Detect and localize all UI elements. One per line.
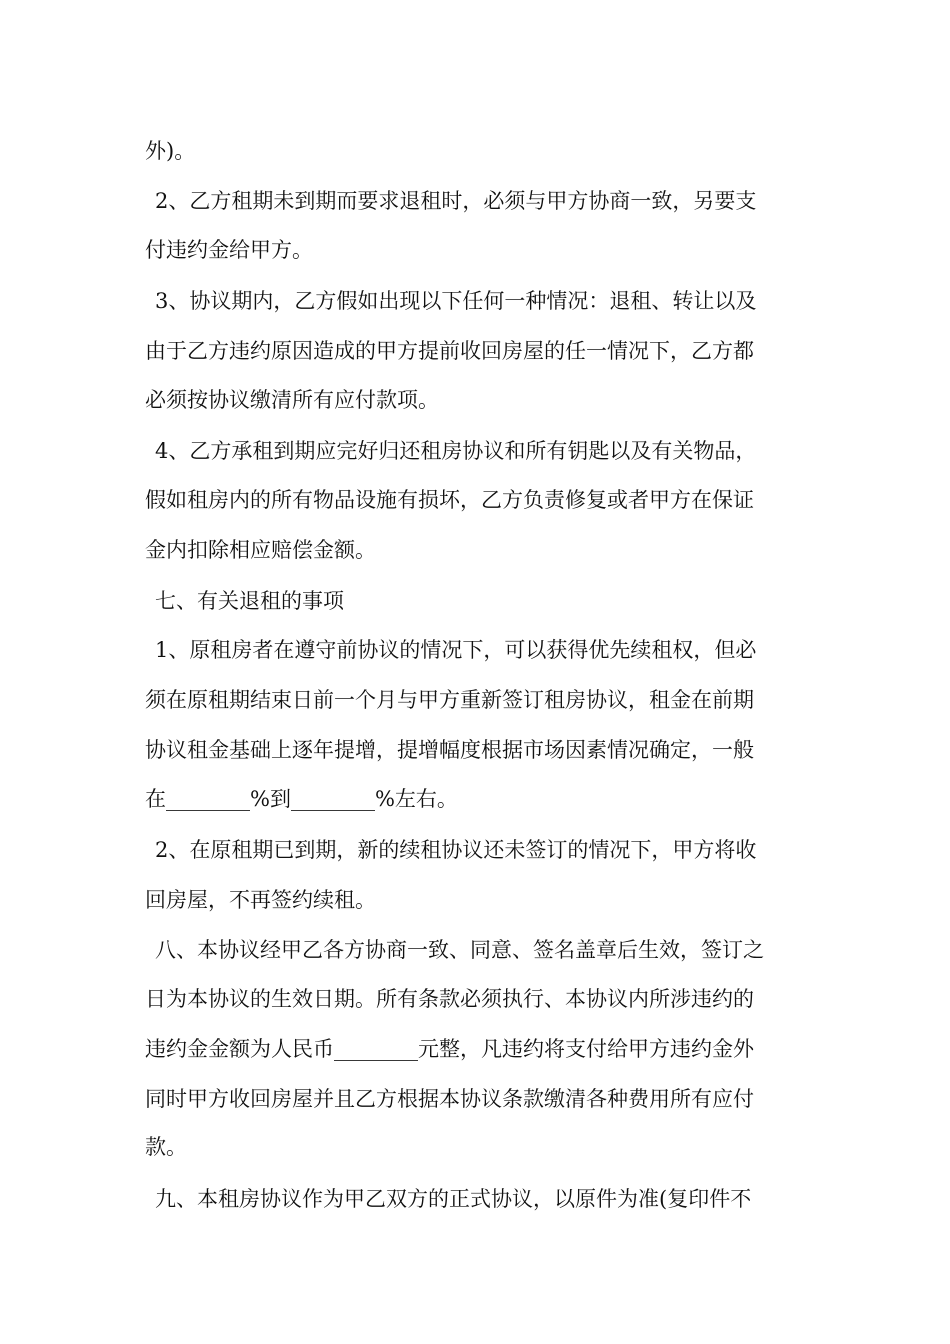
text-line: 协议租金基础上逐年提增，提增幅度根据市场因素情况确定，一般 [145, 738, 754, 762]
section-7-heading: 七、有关退租的事项 [155, 589, 344, 613]
section-8-line: 八、本协议经甲乙各方协商一致、同意、签名盖章后生效，签订之 [155, 938, 764, 962]
clause-6-3-line: 3、协议期内，乙方假如出现以下任何一种情况：退租、转让以及 [155, 289, 757, 313]
text-line: 须在原租期结束日前一个月与甲方重新签订租房协议，租金在前期 [145, 688, 754, 712]
section-9-line: 九、本租房协议作为甲乙双方的正式协议，以原件为准(复印件不 [155, 1187, 752, 1211]
text-line: 外)。 [145, 139, 196, 163]
text-line: 违约金金额为人民币________元整，凡违约将支付给甲方违约金外 [145, 1037, 754, 1061]
text-line: 付违约金给甲方。 [145, 238, 313, 262]
text-line: 款。 [145, 1135, 187, 1159]
text-line: 日为本协议的生效日期。所有条款必须执行、本协议内所涉违约的 [145, 987, 754, 1011]
text-line: 由于乙方违约原因造成的甲方提前收回房屋的任一情况下，乙方都 [145, 339, 754, 363]
clause-6-2-line: 2、乙方租期未到期而要求退租时，必须与甲方协商一致，另要支 [155, 189, 757, 213]
text-line: 必须按协议缴清所有应付款项。 [145, 388, 439, 412]
text-line: 金内扣除相应赔偿金额。 [145, 538, 376, 562]
clause-7-2-line: 2、在原租期已到期，新的续租协议还未签订的情况下，甲方将收 [155, 838, 757, 862]
clause-7-1-line: 1、原租房者在遵守前协议的情况下，可以获得优先续租权，但必 [155, 638, 757, 662]
text-line: 假如租房内的所有物品设施有损坏，乙方负责修复或者甲方在保证 [145, 488, 754, 512]
clause-6-4-line: 4、乙方承租到期应完好归还租房协议和所有钥匙以及有关物品， [155, 439, 757, 463]
text-line: 同时甲方收回房屋并且乙方根据本协议条款缴清各种费用所有应付 [145, 1087, 754, 1111]
text-line: 回房屋，不再签约续租。 [145, 888, 376, 912]
text-line: 在________%到________%左右。 [145, 787, 458, 811]
